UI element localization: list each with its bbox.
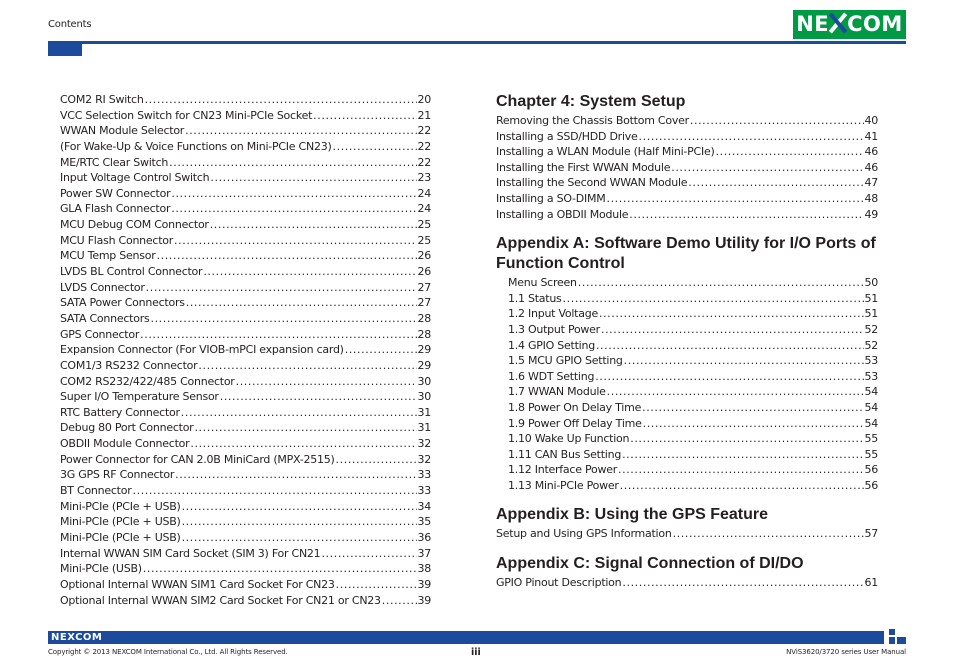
toc-entry[interactable] [60,248,431,264]
toc-entry-title: RTC Battery Connector [60,405,180,419]
toc-entry-title: 1.7 WWAN Module [508,385,606,399]
dot-leader [382,593,417,609]
toc-entry-page: 34 [417,499,431,513]
toc-entry[interactable] [60,217,431,233]
toc-entry[interactable] [60,467,431,483]
toc-entry[interactable] [60,186,431,202]
toc-entry-page: 31 [417,421,431,435]
toc-entry-page: 61 [864,576,878,590]
toc-entry-title: (For Wake-Up & Voice Functions on Mini-PCIe CN23) [60,139,332,153]
appendixB-heading: Appendix B: Using the GPS Feature [496,506,769,524]
dot-leader [639,129,864,145]
dot-leader [169,155,416,171]
toc-entry-title: Mini-PCIe (PCIe + USB) [60,515,181,529]
toc-entry[interactable] [60,342,431,358]
toc-entry-title: 3G GPS RF Connector [60,468,175,482]
toc-entry[interactable] [496,129,878,145]
dot-leader [333,139,417,155]
toc-entry-title: Installing a SSD/HDD Drive [496,129,638,143]
header-tab [48,44,82,56]
toc-entry-title: Installing the First WWAN Module [496,160,671,174]
toc-entry-page: 26 [417,249,431,263]
dot-leader [599,306,864,322]
toc-entry[interactable] [60,170,431,186]
toc-entry-page: 57 [864,527,878,541]
toc-entry-title: MCU Flash Connector [60,233,174,247]
toc-entry-page: 54 [864,385,878,399]
dot-leader [629,207,863,223]
dot-leader [194,420,416,436]
toc-entry[interactable] [60,514,431,530]
toc-entry[interactable] [60,530,431,546]
toc-entry-title: Power SW Connector [60,186,171,200]
dot-leader [186,295,417,311]
dot-leader [145,92,417,108]
dot-leader [630,431,863,447]
toc-entry[interactable] [508,462,878,478]
dot-leader [643,416,864,432]
toc-entry-page: 46 [864,145,878,159]
toc-entry-page: 41 [864,129,878,143]
toc-entry[interactable] [508,447,878,463]
toc-entry-title: Mini-PCIe (PCIe + USB) [60,530,181,544]
toc-entry[interactable] [60,405,431,421]
toc-entry-title: Installing the Second WWAN Module [496,176,688,190]
toc-entry-page: 33 [417,484,431,498]
toc-entry-title: 1.8 Power On Delay Time [508,400,642,414]
toc-entry[interactable] [496,207,878,223]
dot-leader [174,233,416,249]
dot-leader [345,342,417,358]
toc-entry-page: 30 [417,374,431,388]
toc-entry-title: 1.5 MCU GPIO Setting [508,354,623,368]
toc-left-column [60,92,431,608]
toc-entry-page: 31 [417,405,431,419]
nexcom-logo: NE COM [793,10,906,39]
toc-entry-title: 1.4 GPIO Setting [508,338,595,352]
dot-leader [642,400,863,416]
toc-entry[interactable] [60,264,431,280]
toc-entry[interactable] [496,575,878,591]
toc-entry-page: 54 [864,400,878,414]
dot-leader [671,160,863,176]
dot-leader [182,514,417,530]
toc-entry-title: MCU Temp Sensor [60,249,156,263]
dot-leader [622,575,863,591]
toc-entry[interactable] [508,431,878,447]
toc-entry[interactable] [60,389,431,405]
dot-leader [688,175,863,191]
toc-entry-page: 56 [864,478,878,492]
dot-leader [143,561,417,577]
toc-entry[interactable] [60,295,431,311]
toc-entry-page: 35 [417,515,431,529]
dot-leader [220,389,417,405]
manual-title: NViS3620/3720 series User Manual [786,648,906,656]
dot-leader [146,280,417,296]
toc-entry-title: ME/RTC Clear Switch [60,155,169,169]
toc-entry-page: 55 [864,447,878,461]
toc-entry[interactable] [60,311,431,327]
toc-entry-title: SATA Power Connectors [60,296,185,310]
dot-leader [563,291,864,307]
toc-entry[interactable] [60,561,431,577]
toc-entry-title: WWAN Module Selector [60,124,185,138]
dot-leader [182,499,417,515]
dot-leader [210,170,416,186]
toc-entry[interactable] [60,155,431,171]
dot-leader [336,452,417,468]
toc-entry-title: 1.11 CAN Bus Setting [508,447,622,461]
toc-entry-page: 48 [864,191,878,205]
appendixA-heading: Appendix A: Software Demo Utility for I/O Ports of Function Control [496,235,876,273]
dot-leader [171,201,416,217]
toc-entry-page: 40 [864,114,878,127]
dot-leader [313,108,416,124]
toc-entry-page: 52 [864,322,878,336]
dot-leader [690,113,864,129]
toc-entry[interactable] [60,483,431,499]
dot-leader [171,186,416,202]
dot-leader [182,530,417,546]
toc-entry[interactable] [508,416,878,432]
header-rule [48,41,906,44]
toc-entry-page: 30 [417,390,431,404]
dot-leader [607,384,864,400]
toc-entry-title: Removing the Chassis Bottom Cover [496,114,689,127]
footer-logo: NEXCOM [51,632,103,643]
footer-square-1 [889,629,895,635]
toc-entry-page: 27 [417,280,431,294]
toc-entry-title: 1.10 Wake Up Function [508,432,630,446]
toc-entry[interactable] [496,160,878,176]
toc-entry-title: Installing a WLAN Module (Half Mini-PCIe) [496,145,715,159]
dot-leader [190,436,416,452]
copyright-text: Copyright © 2013 NEXCOM International Co., Ltd. All Rights Reserved. [48,648,288,656]
toc-entry[interactable] [60,201,431,217]
toc-entry[interactable] [508,275,878,291]
toc-entry[interactable] [496,175,878,191]
toc-entry-page: 28 [417,311,431,325]
toc-entry[interactable] [60,452,431,468]
toc-entry-page: 33 [417,468,431,482]
toc-entry-page: 32 [417,437,431,451]
dot-leader [618,462,864,478]
toc-entry-page: 39 [417,593,431,607]
toc-entry[interactable] [60,108,431,124]
toc-entry-title: Debug 80 Port Connector [60,421,194,435]
toc-entry-title: Installing a SO-DIMM [496,191,606,205]
toc-entry-page: 46 [864,160,878,174]
toc-entry-title: 1.12 Interface Power [508,463,617,477]
toc-entry[interactable] [60,499,431,515]
toc-entry-title: GPIO Pinout Description [496,576,622,590]
toc-entry[interactable] [60,374,431,390]
toc-entry[interactable] [60,577,431,593]
toc-entry-title: Expansion Connector (For VIOB-mPCI expansion card) [60,343,344,357]
dot-leader [716,144,864,160]
dot-leader [673,526,864,542]
toc-entry-title: Optional Internal WWAN SIM1 Card Socket For CN23 [60,577,335,591]
dot-leader [606,191,863,207]
toc-entry-page: 20 [417,93,431,106]
toc-entry[interactable] [508,322,878,338]
toc-entry-title: Input Voltage Control Switch [60,171,210,185]
toc-entry-page: 54 [864,416,878,430]
toc-entry[interactable] [508,338,878,354]
toc-entry-title: Mini-PCIe (PCIe + USB) [60,499,181,513]
toc-entry-page: 25 [417,218,431,232]
toc-entry-title: 1.2 Input Voltage [508,307,598,321]
toc-right-column [496,92,878,591]
toc-entry-page: 22 [417,124,431,138]
toc-entry-page: 56 [864,463,878,477]
toc-entry[interactable] [60,233,431,249]
toc-entry[interactable] [508,400,878,416]
toc-entry-title: MCU Debug COM Connector [60,218,209,232]
dot-leader [321,546,416,562]
toc-entry-title: Installing a OBDII Module [496,207,629,221]
dot-leader [150,311,416,327]
header-label: Contents [48,19,92,30]
toc-entry-title: GPS Connector [60,327,140,341]
toc-entry-page: 24 [417,186,431,200]
toc-entry-page: 55 [864,432,878,446]
toc-entry[interactable] [508,369,878,385]
dot-leader [624,353,864,369]
toc-entry-title: COM1/3 RS232 Connector [60,358,198,372]
toc-entry[interactable] [60,139,431,155]
dot-leader [596,338,864,354]
toc-entry-page: 37 [417,546,431,560]
toc-entry-title: GLA Flash Connector [60,202,171,216]
toc-entry-title: COM2 RS232/422/485 Connector [60,374,235,388]
toc-entry-page: 28 [417,327,431,341]
toc-entry-page: 22 [417,139,431,153]
dot-leader [622,447,863,463]
toc-entry[interactable] [60,436,431,452]
toc-entry-page: 25 [417,233,431,247]
footer-bar [48,631,884,644]
dot-leader [236,374,417,390]
toc-entry-page: 53 [864,354,878,368]
dot-leader [203,264,416,280]
footer-square-3 [897,637,906,644]
toc-entry-title: OBDII Module Connector [60,437,190,451]
toc-entry[interactable] [60,593,431,609]
toc-entry[interactable] [508,478,878,494]
toc-entry-title: 1.9 Power Off Delay Time [508,416,642,430]
dot-leader [181,405,417,421]
appendixC-heading: Appendix C: Signal Connection of DI/DO [496,555,804,573]
toc-entry-page: 50 [864,276,878,290]
toc-entry[interactable] [60,546,431,562]
toc-entry[interactable] [60,358,431,374]
dot-leader [157,248,417,264]
toc-entry[interactable] [60,327,431,343]
toc-entry[interactable] [496,113,878,129]
toc-entry-page: 51 [864,307,878,321]
dot-leader [185,123,416,139]
toc-entry[interactable] [496,144,878,160]
toc-entry-title: Mini-PCIe (USB) [60,562,142,576]
dot-leader [620,478,864,494]
toc-entry-page: 21 [417,108,431,122]
toc-entry-title: Optional Internal WWAN SIM2 Card Socket For CN21 or CN23 [60,593,381,607]
dot-leader [578,275,864,291]
toc-entry-page: 26 [417,265,431,279]
page-number: iii [471,647,481,658]
toc-entry-page: 39 [417,577,431,591]
dot-leader [140,327,416,343]
toc-entry[interactable] [508,353,878,369]
toc-entry-page: 52 [864,338,878,352]
toc-entry-page: 27 [417,296,431,310]
toc-entry-page: 51 [864,291,878,305]
toc-entry[interactable] [60,123,431,139]
dot-leader [595,369,863,385]
toc-entry-page: 24 [417,202,431,216]
toc-entry-title: LVDS Connector [60,280,145,294]
toc-entry-title: 1.1 Status [508,291,562,305]
toc-entry-title: Internal WWAN SIM Card Socket (SIM 3) For CN21 [60,546,321,560]
toc-entry[interactable] [508,291,878,307]
toc-entry-title: SATA Connectors [60,311,150,325]
toc-entry-page: 22 [417,155,431,169]
toc-entry-page: 32 [417,452,431,466]
toc-entry-page: 36 [417,530,431,544]
dot-leader [336,577,417,593]
dot-leader [133,483,417,499]
chapter4-heading: Chapter 4: System Setup [496,93,686,110]
toc-entry[interactable] [508,306,878,322]
toc-entry-page: 38 [417,562,431,576]
toc-entry-title: 1.13 Mini-PCIe Power [508,478,619,492]
toc-entry-title: LVDS BL Control Connector [60,265,203,279]
dot-leader [198,358,416,374]
toc-entry[interactable] [60,92,431,108]
footer-square-2 [889,637,895,644]
toc-entry-page: 53 [864,369,878,383]
toc-entry-title: VCC Selection Switch for CN23 Mini-PCIe Socket [60,108,313,122]
toc-entry[interactable] [60,280,431,296]
toc-entry[interactable] [60,420,431,436]
dot-leader [210,217,417,233]
toc-entry-page: 29 [417,358,431,372]
toc-entry-title: 1.6 WDT Setting [508,369,595,383]
dot-leader [601,322,864,338]
toc-entry-page: 47 [864,176,878,190]
toc-entry-page: 23 [417,171,431,185]
toc-entry-title: BT Connector [60,484,132,498]
toc-entry-title: Setup and Using GPS Information [496,527,672,541]
toc-entry-title: Super I/O Temperature Sensor [60,390,219,404]
dot-leader [175,467,416,483]
toc-entry[interactable] [496,526,878,542]
toc-entry-title: Power Connector for CAN 2.0B MiniCard (MPX-2515) [60,452,335,466]
toc-entry[interactable] [496,191,878,207]
toc-entry-page: 29 [417,343,431,357]
toc-entry-title: 1.3 Output Power [508,322,600,336]
toc-entry-title: COM2 RI Switch [60,93,144,106]
toc-entry-title: Menu Screen [508,276,577,290]
toc-entry-page: 49 [864,207,878,221]
toc-entry[interactable] [508,384,878,400]
